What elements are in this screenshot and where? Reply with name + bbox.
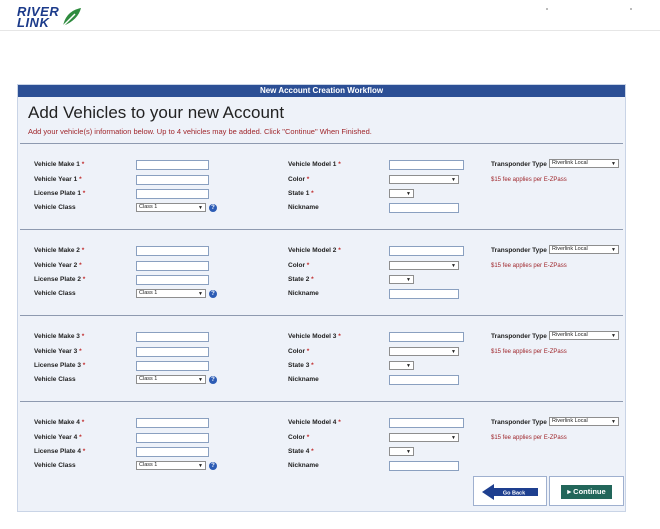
vehicle-year-input[interactable]: [136, 261, 209, 271]
label-text: State 2: [288, 276, 310, 283]
license-plate-input[interactable]: [136, 447, 209, 457]
label-text: Color: [288, 176, 305, 183]
continue-button-inner[interactable]: [561, 485, 612, 499]
help-icon[interactable]: ?: [209, 462, 217, 470]
label-text: Vehicle Make 3: [34, 333, 80, 340]
label-transponder: [491, 333, 547, 340]
page-title: Add Vehicles to your new Account: [28, 103, 285, 122]
required-asterisk: *: [311, 190, 314, 197]
vehicle-class-select[interactable]: [136, 289, 206, 298]
continue-button[interactable]: [549, 476, 624, 506]
top-dot: [546, 8, 548, 10]
label-color: [288, 176, 309, 183]
vehicle-year-input[interactable]: [136, 175, 209, 185]
chevron-down-icon: ▼: [611, 333, 616, 339]
label-text: Color: [288, 262, 305, 269]
required-asterisk: *: [306, 434, 310, 441]
transponder-type-select-value: Riverlink Local: [552, 418, 588, 424]
transponder-fee-note: $15 fee applies per E-ZPass: [491, 435, 567, 441]
license-plate-input[interactable]: [136, 361, 209, 371]
label-make: [34, 419, 84, 426]
label-text: License Plate 4: [34, 448, 81, 455]
color-select[interactable]: [389, 175, 459, 184]
label-text: Vehicle Year 4: [34, 434, 78, 441]
go-back-label: Go Back: [502, 490, 526, 497]
continue-label: Continue: [573, 487, 606, 496]
label-year: [34, 348, 82, 355]
vehicle-class-select-value: Class 1: [139, 204, 158, 210]
label-plate: [34, 448, 85, 455]
label-text: Vehicle Class: [34, 462, 76, 469]
vehicle-class-select[interactable]: [136, 461, 206, 470]
required-asterisk: *: [311, 362, 314, 369]
label-make: [34, 247, 84, 254]
required-asterisk: *: [306, 176, 310, 183]
label-text: Color: [288, 348, 305, 355]
nickname-input[interactable]: [389, 461, 459, 471]
chevron-down-icon: ▼: [451, 349, 456, 355]
chevron-down-icon: ▼: [451, 177, 456, 183]
label-text: Transponder Type: [491, 333, 547, 340]
required-asterisk: *: [306, 348, 310, 355]
label-text: State 4: [288, 448, 310, 455]
label-text: Vehicle Make 1: [34, 161, 80, 168]
label-year: [34, 176, 82, 183]
back-arrow-icon: [482, 484, 540, 500]
label-text: License Plate 1: [34, 190, 81, 197]
required-asterisk: *: [338, 333, 341, 340]
vehicle-class-select-value: Class 1: [139, 290, 158, 296]
label-make: [34, 161, 84, 168]
help-icon[interactable]: ?: [209, 290, 217, 298]
vehicle-separator: [20, 229, 623, 230]
label-text: Transponder Type: [491, 419, 547, 426]
required-asterisk: *: [81, 161, 85, 168]
label-text: State 1: [288, 190, 310, 197]
panel-header: New Account Creation Workflow: [18, 85, 625, 97]
required-asterisk: *: [79, 434, 82, 441]
top-dot: [630, 8, 632, 10]
label-text: Vehicle Year 3: [34, 348, 78, 355]
required-asterisk: *: [82, 362, 86, 369]
vehicle-make-input[interactable]: [136, 418, 209, 428]
chevron-down-icon: ▼: [406, 277, 411, 283]
label-state: [288, 276, 314, 283]
top-bar: [0, 0, 660, 31]
license-plate-input[interactable]: [136, 189, 209, 199]
label-text: Nickname: [288, 204, 319, 211]
color-select[interactable]: [389, 261, 459, 270]
label-text: Vehicle Model 3: [288, 333, 337, 340]
chevron-down-icon: ▼: [406, 191, 411, 197]
label-model: [288, 333, 341, 340]
chevron-down-icon: ▼: [451, 435, 456, 441]
vehicle-model-input[interactable]: [389, 418, 464, 428]
vehicle-make-input[interactable]: [136, 332, 209, 342]
required-asterisk: *: [311, 276, 314, 283]
label-text: Transponder Type: [491, 247, 547, 254]
vehicle-class-select-value: Class 1: [139, 376, 158, 382]
label-text: Vehicle Model 1: [288, 161, 337, 168]
chevron-down-icon: ▼: [198, 377, 203, 383]
chevron-down-icon: ▼: [611, 419, 616, 425]
riverlink-logo[interactable]: [17, 4, 87, 30]
license-plate-input[interactable]: [136, 275, 209, 285]
state-select[interactable]: [389, 361, 414, 370]
label-make: [34, 333, 84, 340]
label-text: Nickname: [288, 462, 319, 469]
label-color: [288, 434, 309, 441]
state-select[interactable]: [389, 447, 414, 456]
label-state: [288, 448, 314, 455]
transponder-type-select-value: Riverlink Local: [552, 246, 588, 252]
label-text: Vehicle Year 1: [34, 176, 78, 183]
label-model: [288, 247, 341, 254]
required-asterisk: *: [311, 448, 314, 455]
label-text: Transponder Type: [491, 161, 547, 168]
go-back-button[interactable]: [473, 476, 547, 506]
continue-arrow-icon: ▸: [567, 487, 574, 496]
required-asterisk: *: [306, 262, 310, 269]
color-select[interactable]: [389, 433, 459, 442]
required-asterisk: *: [82, 448, 86, 455]
label-text: Vehicle Class: [34, 290, 76, 297]
label-class: [34, 376, 76, 383]
required-asterisk: *: [338, 161, 341, 168]
label-text: Vehicle Model 2: [288, 247, 337, 254]
transponder-type-select[interactable]: [549, 331, 619, 340]
required-asterisk: *: [82, 276, 86, 283]
required-asterisk: *: [79, 348, 82, 355]
page-instructions: Add your vehicle(s) information below. Up to 4 vehicles may be added. Click "Continue" When Finished.: [28, 127, 372, 136]
transponder-type-select[interactable]: [549, 245, 619, 254]
transponder-fee-note: $15 fee applies per E-ZPass: [491, 177, 567, 183]
chevron-down-icon: ▼: [198, 205, 203, 211]
label-state: [288, 190, 314, 197]
label-text: Vehicle Year 2: [34, 262, 78, 269]
vehicle-model-input[interactable]: [389, 246, 464, 256]
transponder-type-select-value: Riverlink Local: [552, 160, 588, 166]
vehicle-separator: [20, 143, 623, 144]
required-asterisk: *: [79, 176, 82, 183]
nickname-input[interactable]: [389, 289, 459, 299]
label-nickname: [288, 462, 319, 469]
label-transponder: [491, 161, 547, 168]
label-text: Vehicle Model 4: [288, 419, 337, 426]
required-asterisk: *: [338, 247, 341, 254]
vehicle-separator: [20, 315, 623, 316]
transponder-fee-note: $15 fee applies per E-ZPass: [491, 349, 567, 355]
required-asterisk: *: [79, 262, 82, 269]
required-asterisk: *: [82, 190, 86, 197]
label-model: [288, 419, 341, 426]
label-text: License Plate 2: [34, 276, 81, 283]
label-text: Vehicle Make 2: [34, 247, 80, 254]
label-text: Color: [288, 434, 305, 441]
logo-text-line2: LINK: [17, 15, 50, 30]
vehicle-year-input[interactable]: [136, 433, 209, 443]
label-year: [34, 262, 82, 269]
vehicle-separator: [20, 401, 623, 402]
vehicle-year-input[interactable]: [136, 347, 209, 357]
transponder-type-select[interactable]: [549, 159, 619, 168]
vehicle-make-input[interactable]: [136, 160, 209, 170]
label-text: State 3: [288, 362, 310, 369]
vehicle-class-select-value: Class 1: [139, 462, 158, 468]
label-year: [34, 434, 82, 441]
chevron-down-icon: ▼: [611, 247, 616, 253]
help-icon[interactable]: ?: [209, 204, 217, 212]
label-class: [34, 290, 76, 297]
label-state: [288, 362, 314, 369]
vehicle-class-select[interactable]: [136, 203, 206, 212]
label-transponder: [491, 419, 547, 426]
state-select[interactable]: [389, 275, 414, 284]
vehicle-model-input[interactable]: [389, 332, 464, 342]
vehicle-class-select[interactable]: [136, 375, 206, 384]
transponder-fee-note: $15 fee applies per E-ZPass: [491, 263, 567, 269]
label-nickname: [288, 376, 319, 383]
transponder-type-select[interactable]: [549, 417, 619, 426]
required-asterisk: *: [81, 419, 85, 426]
chevron-down-icon: ▼: [406, 449, 411, 455]
label-text: Vehicle Class: [34, 204, 76, 211]
logo-leaf-icon: [61, 6, 83, 28]
vehicle-model-input[interactable]: [389, 160, 464, 170]
chevron-down-icon: ▼: [198, 291, 203, 297]
label-text: Vehicle Class: [34, 376, 76, 383]
label-plate: [34, 190, 85, 197]
required-asterisk: *: [81, 333, 85, 340]
label-plate: [34, 362, 85, 369]
label-nickname: [288, 290, 319, 297]
label-text: Nickname: [288, 376, 319, 383]
chevron-down-icon: ▼: [611, 161, 616, 167]
label-text: Nickname: [288, 290, 319, 297]
nickname-input[interactable]: [389, 203, 459, 213]
label-color: [288, 262, 309, 269]
required-asterisk: *: [81, 247, 85, 254]
color-select[interactable]: [389, 347, 459, 356]
label-nickname: [288, 204, 319, 211]
workflow-panel: [17, 84, 626, 512]
chevron-down-icon: ▼: [198, 463, 203, 469]
transponder-type-select-value: Riverlink Local: [552, 332, 588, 338]
chevron-down-icon: ▼: [451, 263, 456, 269]
vehicle-make-input[interactable]: [136, 246, 209, 256]
label-class: [34, 462, 76, 469]
logo-text-line1: RIVER: [17, 4, 60, 19]
required-asterisk: *: [338, 419, 341, 426]
label-text: License Plate 3: [34, 362, 81, 369]
help-icon[interactable]: ?: [209, 376, 217, 384]
chevron-down-icon: ▼: [406, 363, 411, 369]
label-color: [288, 348, 309, 355]
label-text: Vehicle Make 4: [34, 419, 80, 426]
label-class: [34, 204, 76, 211]
label-model: [288, 161, 341, 168]
label-transponder: [491, 247, 547, 254]
state-select[interactable]: [389, 189, 414, 198]
nickname-input[interactable]: [389, 375, 459, 385]
label-plate: [34, 276, 85, 283]
